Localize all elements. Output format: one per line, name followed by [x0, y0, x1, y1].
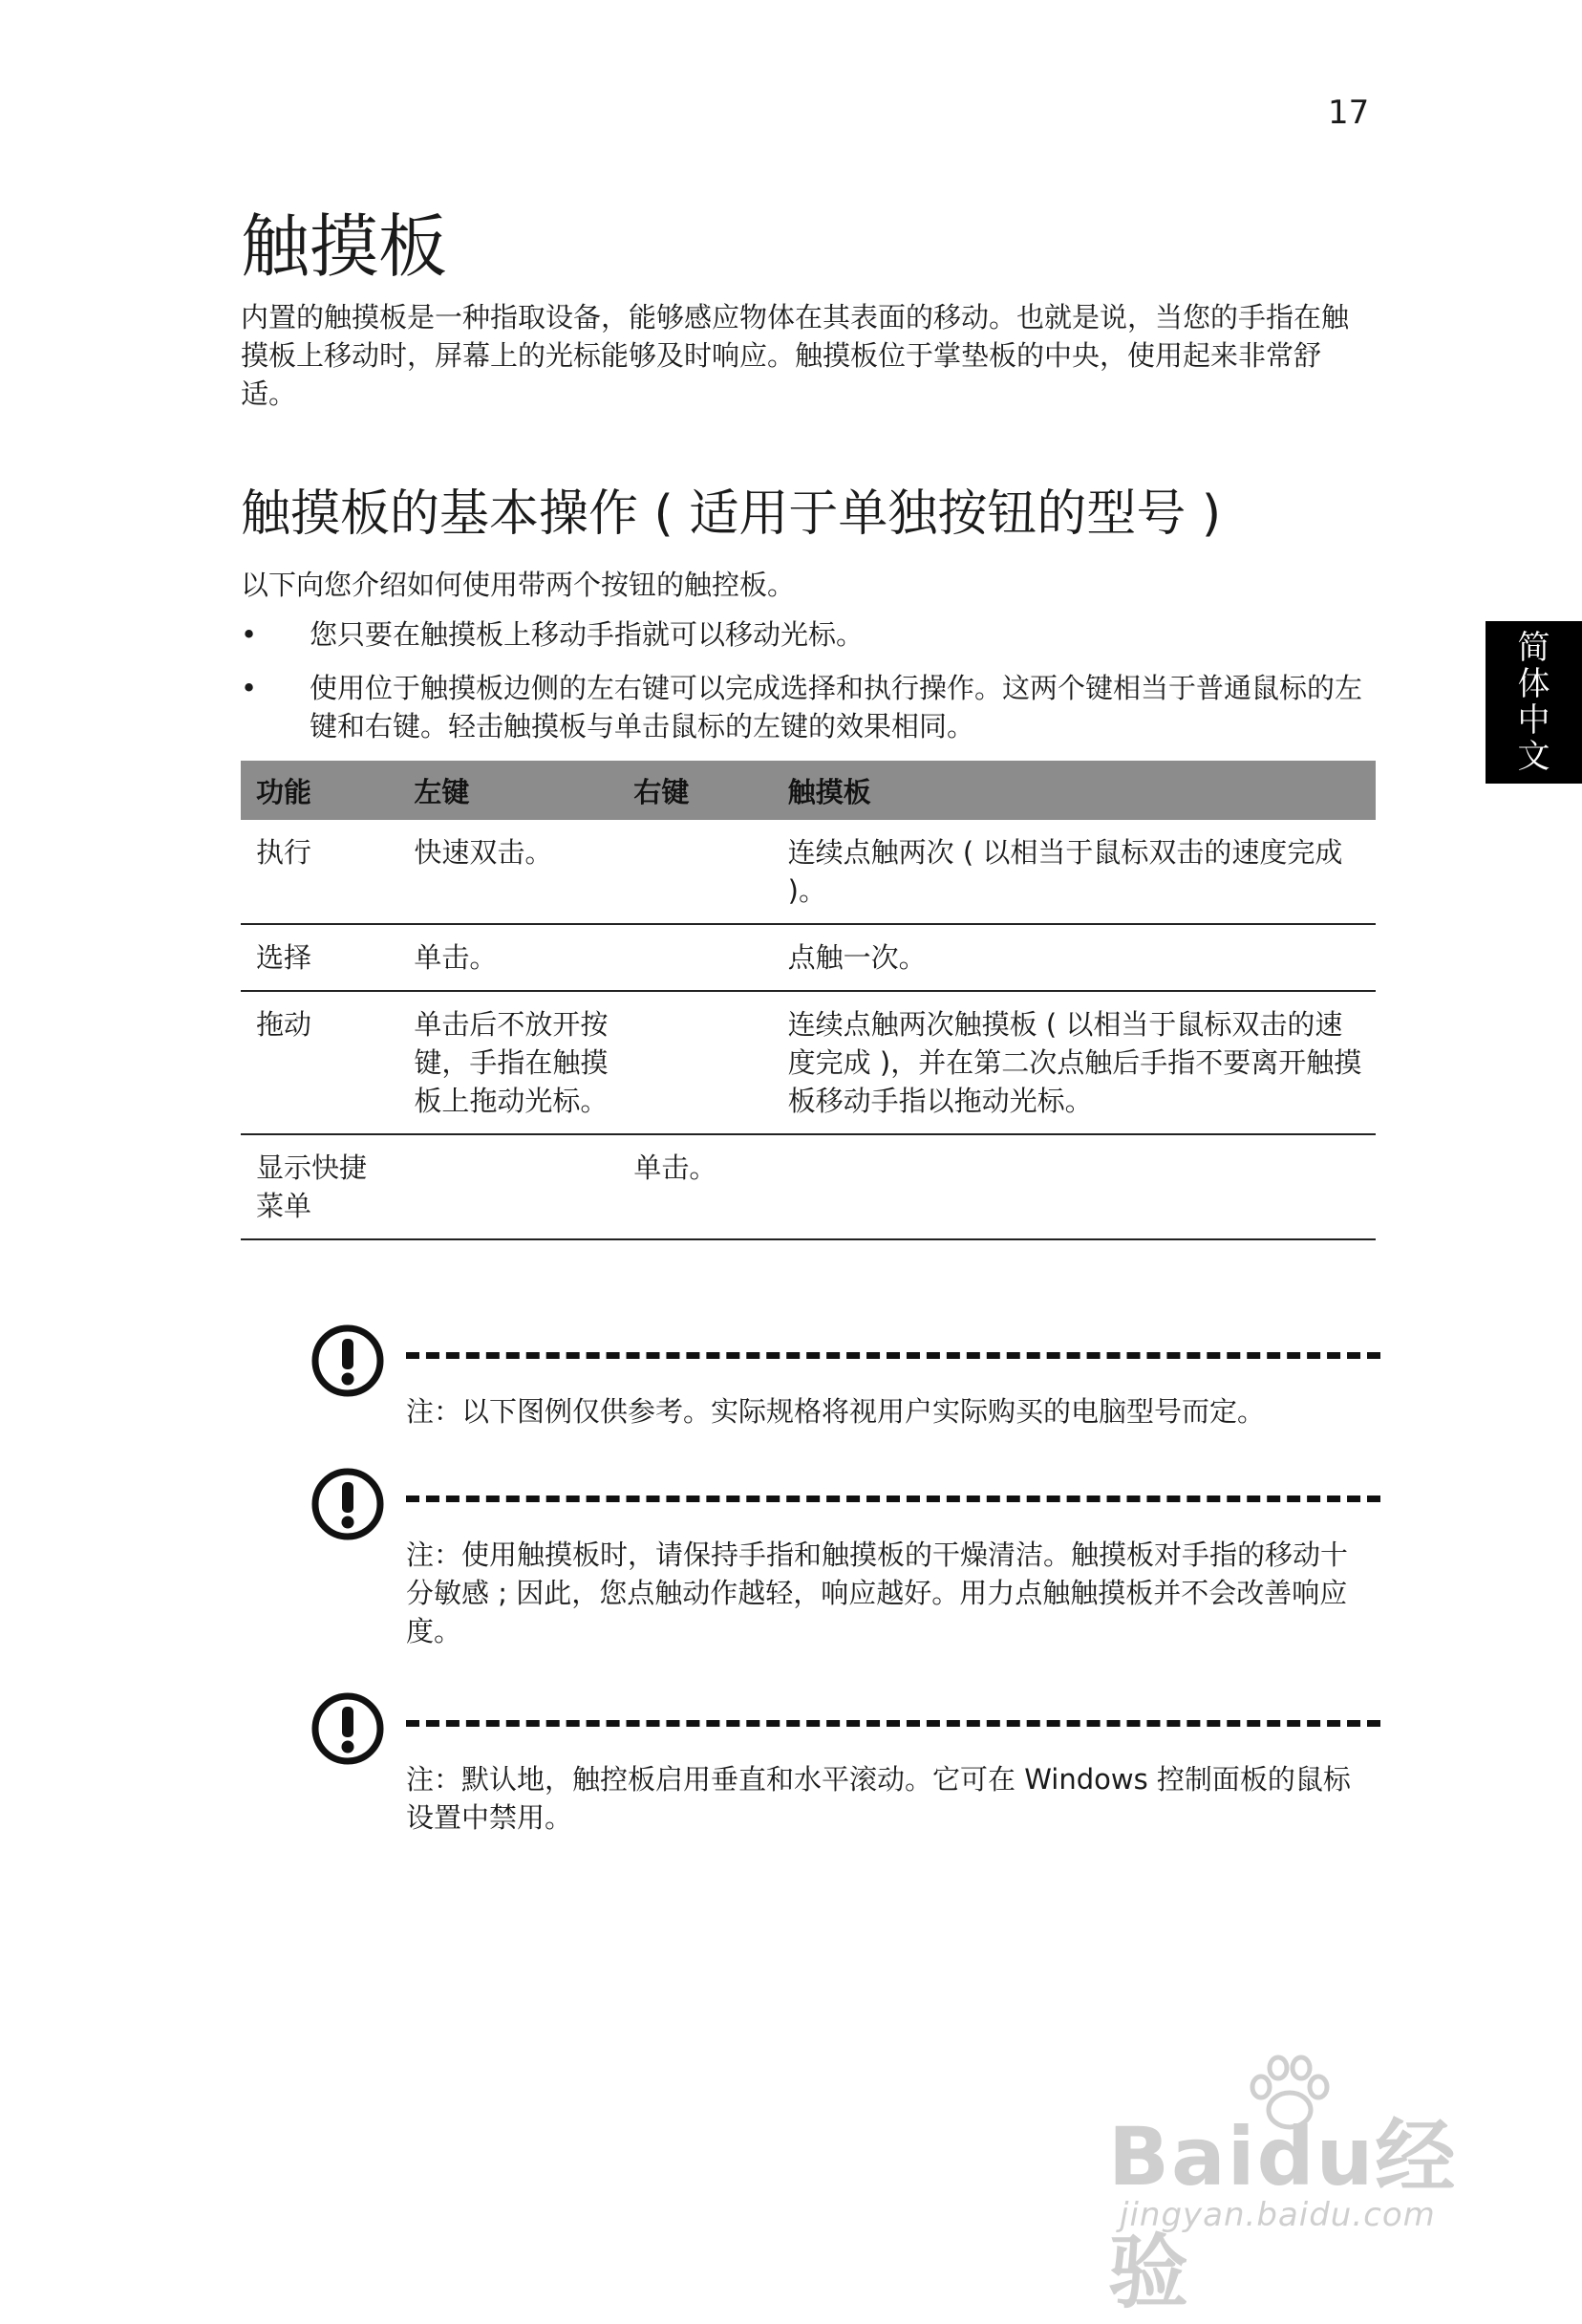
language-tab-char: 简: [1517, 629, 1550, 667]
table-cell: [398, 1134, 618, 1239]
table-row: [241, 924, 1376, 991]
table-cell: 点触一次。: [773, 924, 1376, 991]
table-cell: 单击。: [398, 924, 618, 991]
intro-paragraph: 内置的触摸板是一种指取设备，能够感应物体在其表面的移动。也就是说，当您的手指在触摸板上移动时，屏幕上的光标能够及时响应。触摸板位于掌垫板的中央，使用起来非常舒适。: [241, 301, 1350, 410]
operations-table: [241, 761, 1376, 1240]
header-right-button: 右键: [618, 761, 772, 820]
bullet-text: 您只要在触摸板上移动手指就可以移动光标。: [310, 618, 865, 651]
language-tab-char: 中: [1517, 701, 1550, 740]
table-row: [241, 991, 1376, 1134]
language-tab: [1486, 621, 1582, 784]
language-tab-char: 文: [1517, 738, 1550, 776]
note-text: 注：以下图例仅供参考。实际规格将视用户实际购买的电脑型号而定。: [406, 1395, 1266, 1428]
table-cell: [618, 991, 772, 1134]
table-row: [241, 1134, 1376, 1239]
header-touchpad: 触摸板: [773, 761, 1376, 820]
bullet-dot-icon: •: [241, 672, 258, 704]
table-cell: 单击后不放开按键，手指在触摸板上拖动光标。: [398, 991, 618, 1134]
table-cell: 拖动: [241, 991, 398, 1134]
exclamation-circle-icon: [310, 1323, 385, 1398]
note-text: 注：默认地，触控板启用垂直和水平滚动。它可在 Windows 控制面板的鼠标设置中禁用。: [406, 1763, 1351, 1834]
table-cell: [618, 820, 772, 924]
dashed-divider: [406, 1352, 1380, 1359]
note-text: 注：使用触摸板时，请保持手指和触摸板的干燥清洁。触摸板对手指的移动十分敏感 ; 因此，您点触动作越轻，响应越好。用力点触触摸板并不会改善响应度。: [406, 1539, 1349, 1647]
baidu-watermark: [1080, 2055, 1529, 2319]
watermark-url: jingyan.baidu.com: [1120, 2196, 1436, 2234]
language-tab-char: 体: [1517, 665, 1550, 703]
table-row: [241, 820, 1376, 924]
bullet-item: [241, 615, 1378, 654]
page-title: 触摸板: [241, 206, 448, 287]
table-cell: [618, 924, 772, 991]
watermark-logo: Baidu经验: [1108, 2110, 1458, 2319]
table-cell: 连续点触两次 ( 以相当于鼠标双击的速度完成 )。: [773, 820, 1376, 924]
section-title: 触摸板的基本操作 ( 适用于单独按钮的型号 ): [241, 485, 1222, 543]
table-cell: 连续点触两次触摸板 ( 以相当于鼠标双击的速度完成 )，并在第二次点触后手指不要离开触摸板移动手指以拖动光标。: [773, 991, 1376, 1134]
bullet-dot-icon: •: [241, 618, 258, 651]
table-cell: 单击。: [618, 1134, 772, 1239]
table-header-row: [241, 761, 1376, 820]
exclamation-circle-icon: [310, 1467, 385, 1541]
table-cell: 选择: [241, 924, 398, 991]
bullet-item: [241, 669, 1378, 745]
header-left-button: 左键: [398, 761, 618, 820]
lead-paragraph: 以下向您介绍如何使用带两个按钮的触控板。: [241, 569, 796, 601]
dashed-divider: [406, 1720, 1380, 1727]
table-cell: [773, 1134, 1376, 1239]
bullet-text: 使用位于触摸板边侧的左右键可以完成选择和执行操作。这两个键相当于普通鼠标的左键和右键。轻击触摸板与单击鼠标的左键的效果相同。: [310, 672, 1363, 742]
table-cell: 显示快捷菜单: [241, 1134, 398, 1239]
header-function: 功能: [241, 761, 398, 820]
table-cell: 快速双击。: [398, 820, 618, 924]
table-cell: 执行: [241, 820, 398, 924]
page-number: 17: [1328, 94, 1370, 132]
dashed-divider: [406, 1496, 1380, 1502]
exclamation-circle-icon: [310, 1691, 385, 1766]
